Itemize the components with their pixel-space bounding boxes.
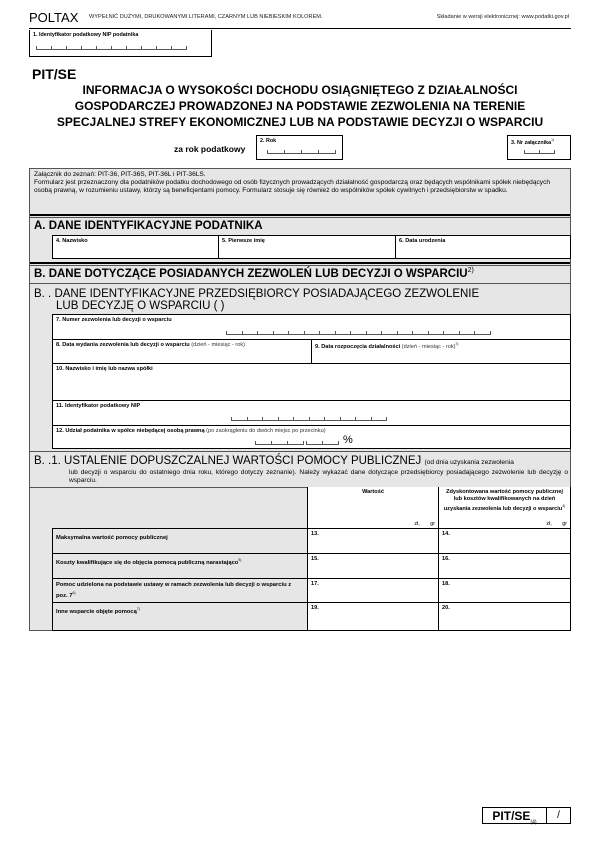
year-label: 2. Rok: [260, 138, 277, 144]
company-name-label: 10. Nazwisko i imię lub nazwa spółki: [56, 366, 153, 372]
field-number: 14.: [442, 531, 450, 537]
field-number: 15.: [311, 556, 319, 562]
page-footer: [482, 807, 571, 824]
table-row-label: [52, 602, 308, 631]
electronic-filing-note: Składanie w wersji elektronicznej: www.podatki.gov.pl: [436, 14, 569, 20]
divider: [30, 265, 570, 266]
discounted-value-field[interactable]: [438, 602, 571, 631]
row-label: Pomoc udzielona na podstawie ustawy w ramach zezwolenia lub decyzji o wsparciu z poz. 7$^{6)}$: [56, 582, 292, 599]
nip-label: 1. Identyfikator podatkowy NIP podatnika: [33, 32, 139, 38]
permit-number-label: 7. Numer zezwolenia lub decyzji o wsparciu: [56, 317, 172, 323]
footer-page-number: /: [557, 810, 560, 821]
row-label: Inne wsparcie objęte pomocą$^{7)}$: [56, 607, 140, 615]
form-title: [40, 82, 560, 130]
divider: [30, 262, 570, 264]
birth-date-label: 6. Data urodzenia: [399, 238, 446, 244]
field-number: 17.: [311, 581, 319, 587]
value-field[interactable]: [307, 578, 439, 603]
currency-units: zł, gr: [546, 521, 567, 527]
column-header-label: Zdyskontowana wartość pomocy publicznej lub kosztów kwalifikowanych na dzień uzyskania zezwolenia lub decyzji o wsparciu$^{4)}$: [443, 489, 566, 512]
company-nip-field[interactable]: [52, 400, 571, 426]
field-number: 19.: [311, 605, 319, 611]
attachment-number-label: 3. Nr załącznika$^{1)}$: [511, 138, 555, 146]
fill-instruction: WYPEŁNIĆ DUŻYMI, DRUKOWANYMI LITERAMI, CZARNYM LUB NIEBIESKIM KOLOREM.: [89, 14, 323, 20]
table-row-label: [52, 528, 308, 554]
year-field[interactable]: [256, 135, 343, 160]
share-integer-ticks: [255, 441, 304, 445]
field-number: 16.: [442, 556, 450, 562]
first-name-field[interactable]: [218, 235, 396, 259]
nip-digit-ticks: [36, 46, 187, 50]
nip-field[interactable]: [29, 30, 212, 57]
field-number: 20.: [442, 605, 450, 611]
heading-note: (od dnia uzyskania zezwolenia: [424, 459, 514, 466]
intro-text: [34, 171, 568, 196]
birth-date-field[interactable]: [395, 235, 571, 259]
value-field[interactable]: [307, 553, 439, 579]
field-number: 13.: [311, 531, 319, 537]
permit-number-ticks: [226, 331, 491, 335]
title-line: INFORMACJA O WYSOKOŚCI DOCHODU OSIĄGNIĘTEGO Z DZIAŁALNOŚCI: [82, 83, 518, 97]
heading-line: B. . DANE IDENTYFIKACYJNE PRZEDSIĘBIORCY POSIADAJĄCEGO ZEZWOLENIE: [34, 288, 480, 300]
attachment-number-field[interactable]: [507, 135, 571, 160]
share-percent-label: 12. Udział podatnika w spółce niebędącej osobą prawną (po zaokrągleniu do dwóch miejsc po przecinku): [56, 428, 326, 434]
permit-issue-date-field[interactable]: [52, 339, 312, 364]
surname-field[interactable]: [52, 235, 219, 259]
divider: [30, 217, 570, 218]
value-field[interactable]: [307, 602, 439, 631]
discounted-value-field[interactable]: [438, 553, 571, 579]
activity-start-date-label: 9. Data rozpoczęcia działalności (dzień - miesiąc - rok)$^{3)}$: [315, 342, 459, 350]
year-digit-ticks: [267, 150, 336, 154]
divider: [30, 451, 570, 452]
attachment-digit-ticks: [524, 150, 555, 154]
activity-start-date-field[interactable]: [311, 339, 571, 364]
heading-note: lub decyzji o wsparciu do ostatniego dnia roku, którego dotyczy zeznanie). Należy wykazać dane dotyczące przedsiębiorcy posiadającego zezwolenie lub decyzję o wsparciu.: [69, 469, 568, 484]
heading-line: LUB DECYZJĘ O WSPARCIU ( ): [56, 300, 225, 312]
surname-label: 4. Nazwisko: [56, 238, 88, 244]
percent-sign: %: [343, 434, 353, 446]
share-percent-field[interactable]: [52, 425, 571, 449]
title-line: GOSPODARCZEJ PROWADZONEJ NA PODSTAWIE ZEZWOLENIA NA TERENIE: [74, 99, 526, 113]
divider: [30, 214, 570, 216]
field-number: 18.: [442, 581, 450, 587]
column-header-value: [307, 487, 439, 529]
heading-text: B. .1. USTALENIE DOPUSZCZALNEJ WARTOŚCI POMOCY PUBLICZNEJ: [34, 455, 422, 467]
for-tax-year-label: za rok podatkowy: [174, 144, 246, 154]
footer-form-code: PIT/$SE_{(4)}$: [483, 808, 547, 823]
column-header-label: Wartość: [362, 489, 384, 495]
brand-poltax: POLTAX: [29, 10, 79, 25]
row-label: Maksymalna wartość pomocy publicznej: [56, 534, 168, 541]
section-b-heading: B. DANE DOTYCZĄCE POSIADANYCH ZEZWOLEŃ LUB DECYZJI O WSPARCIU$^{2)}$: [34, 267, 474, 280]
section-b-sub-heading: [34, 288, 479, 312]
permit-issue-date-label: 8. Data wydania zezwolenia lub decyzji o wsparciu (dzień - miesiąc - rok): [56, 342, 246, 348]
company-name-field[interactable]: [52, 363, 571, 401]
intro-line: Formularz jest przeznaczony dla podatników podatku dochodowego od osób fizycznych prowadzących działalność gospodarczą oraz będących wspólnikami spółek niebędących osobą prawną, w rozumieniu ustawy, którzy są beneficjentami pomocy. Formularz stosuje się również do wspólników spółek cywilnych i przedsiębiorstw w spadku.: [34, 179, 551, 195]
company-nip-ticks: [231, 417, 387, 421]
column-header-discounted: [438, 487, 571, 529]
permit-number-field[interactable]: [52, 314, 571, 340]
table-row-label: [52, 578, 308, 603]
first-name-label: 5. Pierwsze imię: [222, 238, 265, 244]
form-code: PIT/SE: [32, 66, 77, 82]
discounted-value-field[interactable]: [438, 578, 571, 603]
value-field[interactable]: [307, 528, 439, 554]
discounted-value-field[interactable]: [438, 528, 571, 554]
top-bar: [29, 8, 571, 29]
row-label: Koszty kwalifikujące się do objęcia pomocą publiczną narastająco$^{5)}$: [56, 558, 242, 566]
share-decimal-ticks: [306, 441, 339, 445]
divider: [30, 283, 570, 284]
table-row-label: [52, 553, 308, 579]
intro-line: Załącznik do zeznań: PIT-36, PIT-36S, PIT-36L i PIT-36LS.: [34, 171, 206, 178]
form-body: [29, 168, 571, 631]
section-b1-heading: [34, 455, 568, 485]
currency-units: zł, gr: [414, 521, 435, 527]
title-line: SPECJALNEJ STREFY EKONOMICZNEJ LUB NA PODSTAWIE DECYZJI O WSPARCIU: [56, 115, 544, 129]
company-nip-label: 11. Identyfikator podatkowy NIP: [56, 403, 141, 409]
section-a-heading: A. DANE IDENTYFIKACYJNE PODATNIKA: [34, 220, 263, 232]
